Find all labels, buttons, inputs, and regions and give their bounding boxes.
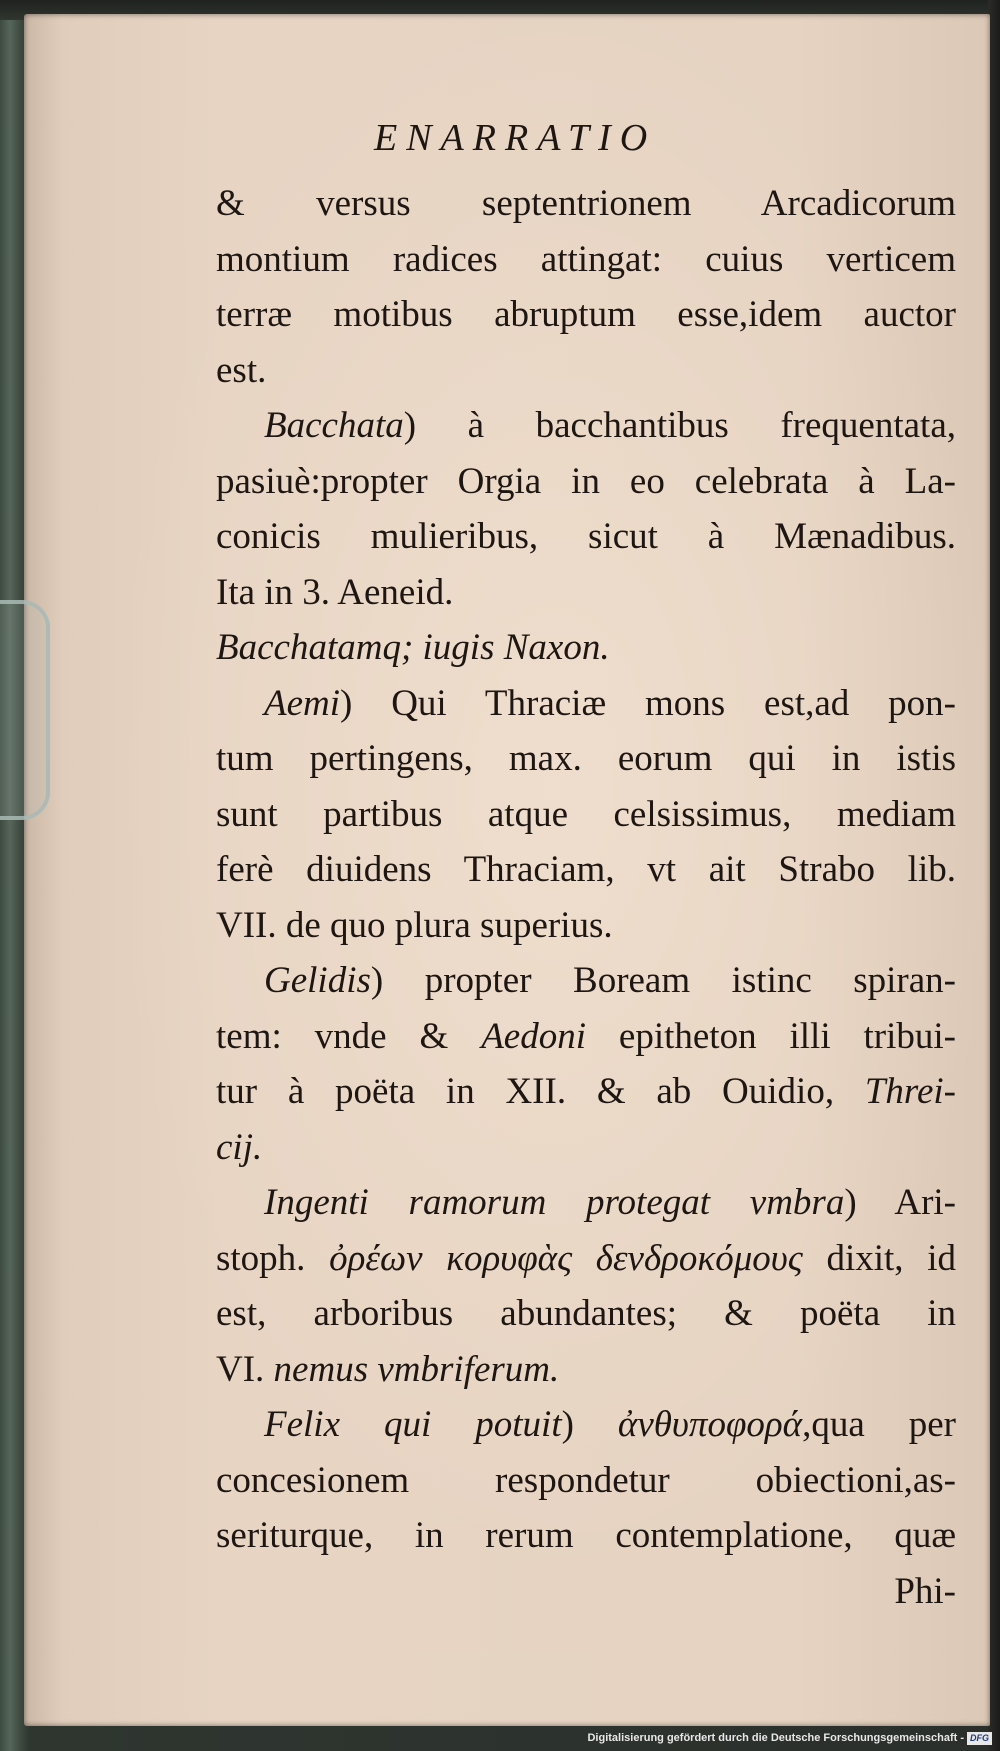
text-segment: VII. de quo plura superius.	[216, 904, 613, 946]
text-segment: ferè diuidens Thraciam, vt ait Strabo lib.	[216, 849, 956, 890]
text-segment: seriturque, in rerum contemplatione, quæ	[216, 1515, 956, 1556]
italic-text-segment: ἀνθυποφορά	[617, 1404, 803, 1445]
text-segment: dixit, id	[802, 1237, 956, 1279]
text-segment: ) Ari-	[844, 1182, 956, 1223]
italic-text-segment: Aemi	[264, 682, 341, 724]
text-segment: stoph.	[216, 1237, 330, 1279]
text-segment: ) à bacchantibus frequentata,	[403, 405, 956, 446]
page-body-text	[216, 176, 956, 1619]
text-segment: ) Qui Thraciæ mons est,ad pon-	[340, 682, 956, 724]
text-line	[216, 343, 956, 399]
text-line	[216, 731, 956, 787]
italic-text-segment: Bacchata	[264, 405, 404, 446]
text-line	[216, 787, 956, 843]
page-header: ENARRATIO	[374, 117, 657, 159]
text-line	[216, 898, 956, 954]
text-line	[216, 676, 956, 732]
italic-text-segment: Felix qui potuit	[264, 1404, 562, 1445]
text-segment: tem: vnde &	[216, 1015, 482, 1057]
text-line	[216, 454, 956, 510]
text-line	[216, 1397, 956, 1453]
text-segment: ,qua per	[802, 1404, 956, 1445]
text-line	[216, 509, 956, 565]
italic-text-segment: Gelidis	[264, 960, 371, 1001]
text-segment: ) propter Boream istinc spiran-	[370, 960, 956, 1001]
text-line	[216, 1564, 956, 1620]
text-segment: VI.	[216, 1348, 274, 1390]
text-line	[216, 1009, 956, 1065]
text-segment: Phi-	[894, 1570, 956, 1612]
text-line	[216, 953, 956, 1009]
text-segment: sunt partibus atque celsissimus, mediam	[216, 793, 956, 835]
text-segment: )	[561, 1404, 618, 1445]
text-line	[216, 1508, 956, 1564]
italic-text-segment: Aedoni	[481, 1015, 586, 1057]
text-segment: est, arboribus abundantes; & poëta in	[216, 1293, 956, 1334]
italic-text-segment: cij.	[216, 1126, 263, 1168]
footer-credit-text: Digitalisierung gefördert durch die Deutsche Forschungsgemeinschaft -	[587, 1732, 964, 1744]
text-line	[216, 1120, 956, 1176]
text-segment: & versus septentrionem Arcadicorum	[216, 183, 956, 224]
italic-text-segment: ὀρέων κορυφὰς δενδροκόμους	[329, 1237, 803, 1279]
italic-text-segment: nemus vmbriferum.	[273, 1348, 560, 1390]
text-segment: montium radices attingat: cuius verticem	[216, 238, 956, 280]
italic-text-segment: Ingenti ramorum protegat vmbra	[264, 1182, 845, 1223]
digitization-footer	[587, 1729, 992, 1747]
text-line	[216, 287, 956, 343]
italic-text-segment: Threi-	[864, 1071, 956, 1112]
text-line	[216, 1453, 956, 1509]
text-line	[216, 565, 956, 621]
text-segment: terræ motibus abruptum esse,idem auctor	[216, 294, 956, 335]
text-line	[216, 842, 956, 898]
text-segment: tum pertingens, max. eorum qui in istis	[216, 738, 956, 779]
text-line	[216, 398, 956, 454]
text-line	[216, 1231, 956, 1287]
text-line	[216, 176, 956, 232]
text-segment: est.	[216, 349, 267, 391]
text-line	[216, 1175, 956, 1231]
text-segment: pasiuè:propter Orgia in eo celebrata à La-	[216, 460, 956, 502]
text-segment: epitheton illi tribui-	[586, 1015, 956, 1057]
text-segment: conicis mulieribus, sicut à Mænadibus.	[216, 516, 956, 557]
italic-text-segment: Bacchatamq; iugis Naxon.	[216, 627, 610, 668]
text-line	[216, 1286, 956, 1342]
page-clip	[0, 600, 50, 820]
text-segment: Ita in 3. Aeneid.	[216, 571, 454, 613]
text-line	[216, 1342, 956, 1398]
book-page	[24, 14, 990, 1726]
text-segment: tur à poëta in XII. & ab Ouidio,	[216, 1071, 865, 1112]
dfg-logo: DFG	[967, 1732, 992, 1745]
text-line	[216, 232, 956, 288]
text-line	[216, 1064, 956, 1120]
text-segment: concesionem respondetur obiectioni,as-	[216, 1459, 956, 1501]
text-line	[216, 620, 956, 676]
